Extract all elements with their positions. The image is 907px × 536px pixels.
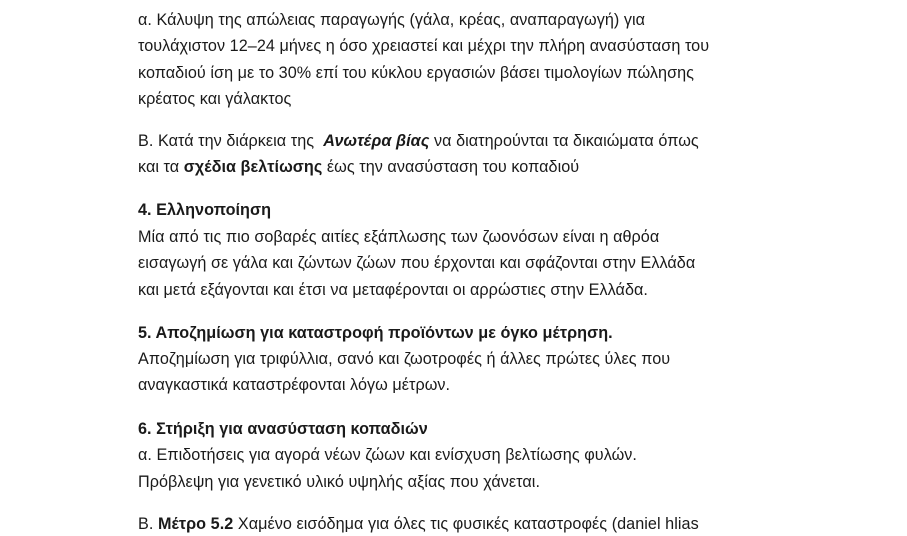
- text-line: κρέατος και γάλακτος: [138, 90, 292, 108]
- text-run: να διατηρούνται τα δικαιώματα όπως: [429, 132, 699, 150]
- text-line: α. Κάλυψη της απώλειας παραγωγής (γάλα, κρέας, αναπαραγωγή) για: [138, 11, 646, 29]
- text-line: κοπαδιού ίση με το 30% επί του κύκλου εργασιών βάσει τιμολογίων πώλησης: [138, 64, 695, 82]
- section-heading: 6. Στήριξη για ανασύσταση κοπαδιών: [138, 420, 428, 438]
- text-line: [138, 514, 699, 534]
- text-run: έως την ανασύσταση του κοπαδιού: [322, 158, 580, 176]
- emphasis-text: σχέδια βελτίωσης: [183, 158, 323, 176]
- text-run: Β. Κατά την διάρκεια της: [138, 132, 324, 150]
- text-line: τουλάχιστον 12–24 μήνες η όσο χρειαστεί και μέχρι την πλήρη ανασύσταση του: [138, 37, 710, 55]
- text-line: εισαγωγή σε γάλα και ζώντων ζώων που έρχονται και σφάζονται στην Ελλάδα: [138, 254, 696, 272]
- emphasis-text: Ανωτέρα βίας: [323, 132, 430, 150]
- text-line: Πρόβλεψη για γενετικό υλικό υψηλής αξίας που χάνεται.: [138, 473, 540, 491]
- text-line: α. Επιδοτήσεις για αγορά νέων ζώων και ενίσχυση βελτίωσης φυλών.: [138, 446, 637, 464]
- text-line: και μετά εξάγονται και έτσι να μεταφέρονται οι αρρώστιες στην Ελλάδα.: [138, 281, 648, 299]
- text-run: Β.: [138, 515, 158, 533]
- text-run: και τα: [138, 158, 184, 176]
- text-line: [138, 131, 699, 151]
- section-heading: 5. Αποζημίωση για καταστροφή προϊόντων με όγκο μέτρηση.: [138, 324, 613, 342]
- text-line: Αποζημίωση για τριφύλλια, σανό και ζωοτροφές ή άλλες πρώτες ύλες που: [138, 350, 671, 368]
- text-line: [138, 157, 579, 177]
- text-line: αναγκαστικά καταστρέφονται λόγω μέτρων.: [138, 376, 451, 394]
- text-run: Χαμένο εισόδημα για όλες τις φυσικές καταστροφές (daniel hlias: [233, 515, 699, 533]
- emphasis-text: Μέτρο 5.2: [157, 515, 234, 533]
- text-line: Μία από τις πιο σοβαρές αιτίες εξάπλωσης των ζωονόσων είναι η αθρόα: [138, 228, 660, 246]
- section-heading: 4. Ελληνοποίηση: [138, 201, 272, 219]
